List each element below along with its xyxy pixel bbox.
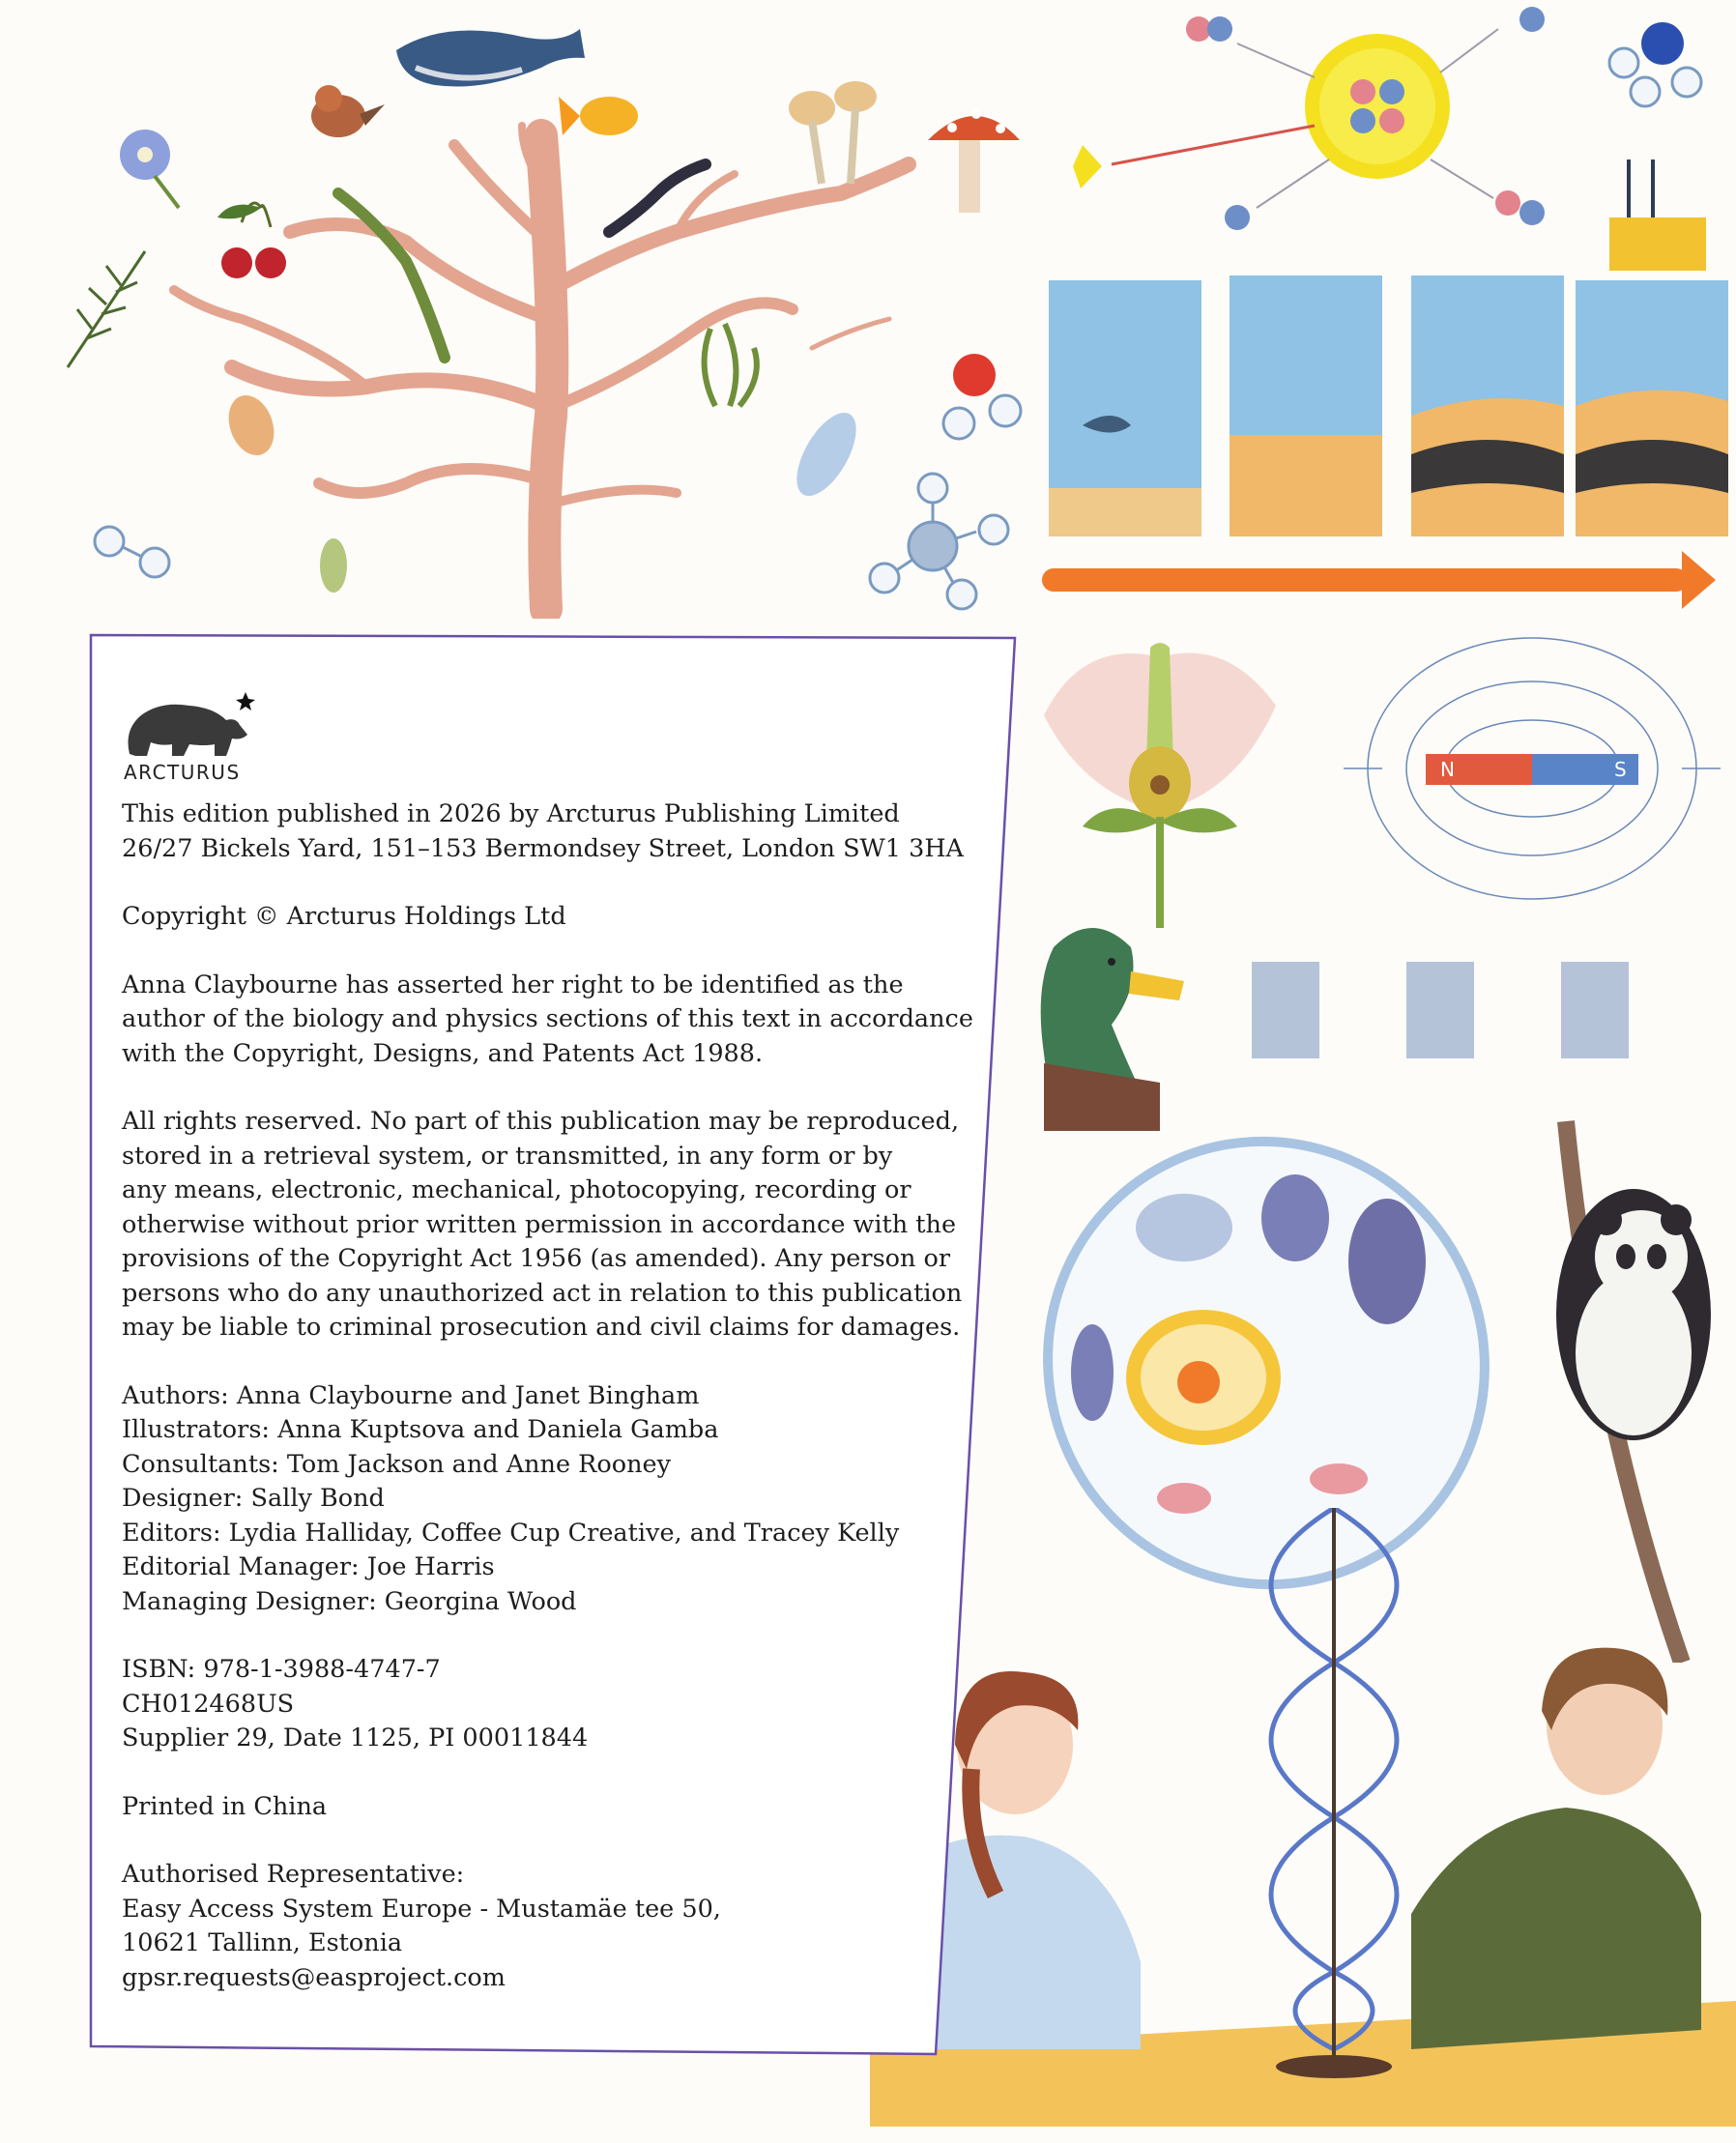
- flower-icon: [120, 130, 179, 208]
- credit-line: Authors: Anna Claybourne and Janet Bingham: [122, 1380, 700, 1410]
- duck-illustration: [1041, 928, 1184, 1131]
- credit-line: Managing Designer: Georgina Wood: [122, 1586, 577, 1616]
- credit-line: Editors: Lydia Halliday, Coffee Cup Creative, and Tracey Kelly: [122, 1518, 900, 1548]
- rights-paragraph: [122, 1105, 963, 1346]
- printed-paragraph: [122, 1790, 953, 1825]
- molecule-icon: [95, 527, 169, 577]
- imprint-text: [122, 797, 973, 2029]
- assertion-line: Anna Claybourne has asserted her right to be identified as the: [122, 970, 904, 999]
- dna-model-icon: [1271, 1508, 1397, 2059]
- fern-icon: [68, 251, 145, 367]
- representative-address-line: Easy Access System Europe - Mustamäe tee 50,: [122, 1894, 721, 1924]
- rights-line: persons who do any unauthorized act in relation to this publication: [122, 1278, 963, 1308]
- star-icon: [236, 692, 255, 710]
- fossil-fuel-panels: [1049, 159, 1728, 536]
- seaweed-icon: [705, 324, 757, 406]
- magnet-north-label: N: [1440, 758, 1455, 781]
- isbn-paragraph: [122, 1653, 953, 1756]
- publisher-logo-text: ARCTURUS: [124, 761, 241, 784]
- particle-block: [1252, 962, 1629, 1058]
- supplier-line: Supplier 29, Date 1125, PI 00011844: [122, 1723, 589, 1752]
- rights-line: may be liable to criminal prosecution and civil claims for damages.: [122, 1313, 961, 1342]
- goldfish-icon: [559, 97, 638, 135]
- copyright-paragraph: [122, 900, 953, 935]
- address-line: 26/27 Bickels Yard, 151–153 Bermondsey Street, London SW1 3HA: [122, 833, 964, 863]
- timeline-arrow: [1042, 551, 1716, 609]
- virus-icon: [320, 538, 347, 593]
- edition-paragraph: [122, 797, 964, 866]
- rights-line: otherwise without prior written permission in accordance with the: [122, 1209, 957, 1239]
- isbn-line: ISBN: 978-1-3988-4747-7: [122, 1655, 441, 1684]
- bacterium-icon: [220, 389, 281, 461]
- printed-line: Printed in China: [122, 1791, 328, 1821]
- assertion-paragraph: [122, 969, 973, 1072]
- credit-line: Designer: Sally Bond: [122, 1484, 385, 1513]
- magnet-south-label: S: [1614, 758, 1627, 781]
- edition-line: This edition published in 2026 by Arcturus Publishing Limited: [122, 799, 900, 828]
- assertion-line: author of the biology and physics sections of this text in accordance: [122, 1004, 973, 1033]
- cherries-icon: [217, 203, 286, 278]
- representative-email: gpsr.requests@easproject.com: [122, 1962, 506, 1992]
- flower-cross-section-illustration: [1044, 643, 1276, 928]
- robin-icon: [311, 85, 385, 137]
- lizard-icon: [338, 193, 445, 358]
- credit-line: Illustrators: Anna Kuptsova and Daniela Gamba: [122, 1415, 719, 1444]
- methane-molecule-icon: [870, 474, 1008, 609]
- rights-line: All rights reserved. No part of this publication may be reproduced,: [122, 1107, 960, 1136]
- representative-paragraph: [122, 1858, 953, 1995]
- imprint-panel: [89, 633, 1017, 2059]
- rights-line: provisions of the Copyright Act 1956 (as amended). Any person or: [122, 1244, 951, 1273]
- credit-line: Editorial Manager: Joe Harris: [122, 1552, 495, 1581]
- credit-line: Consultants: Tom Jackson and Anne Rooney: [122, 1449, 671, 1479]
- boy-illustration: [1411, 1648, 1701, 2049]
- representative-heading: Authorised Representative:: [122, 1860, 465, 1889]
- water-molecule-icon: [943, 354, 1021, 439]
- tree-of-life-illustration: [174, 126, 909, 609]
- nuclear-fusion-illustration: [1073, 7, 1545, 230]
- right-illustrations: [1015, 619, 1736, 1663]
- copyright-line: Copyright © Arcturus Holdings Ltd: [122, 902, 566, 931]
- rights-line: any means, electronic, mechanical, photocopying, recording or: [122, 1175, 911, 1204]
- product-code-line: CH012468US: [122, 1689, 295, 1719]
- whale-icon: [396, 29, 585, 87]
- paramecium-icon: [785, 403, 868, 505]
- rights-line: stored in a retrieval system, or transmitted, in any form or by: [122, 1141, 893, 1171]
- assertion-line: with the Copyright, Designs, and Patents Act 1988.: [122, 1038, 764, 1068]
- arcturus-bear-logo: [122, 686, 257, 764]
- top-illustrations: [0, 0, 1736, 619]
- dna-stand-base: [1276, 2055, 1392, 2078]
- molecule-icon: [1609, 22, 1701, 106]
- representative-address-line: 10621 Tallinn, Estonia: [122, 1928, 403, 1957]
- credits-paragraph: [122, 1379, 953, 1620]
